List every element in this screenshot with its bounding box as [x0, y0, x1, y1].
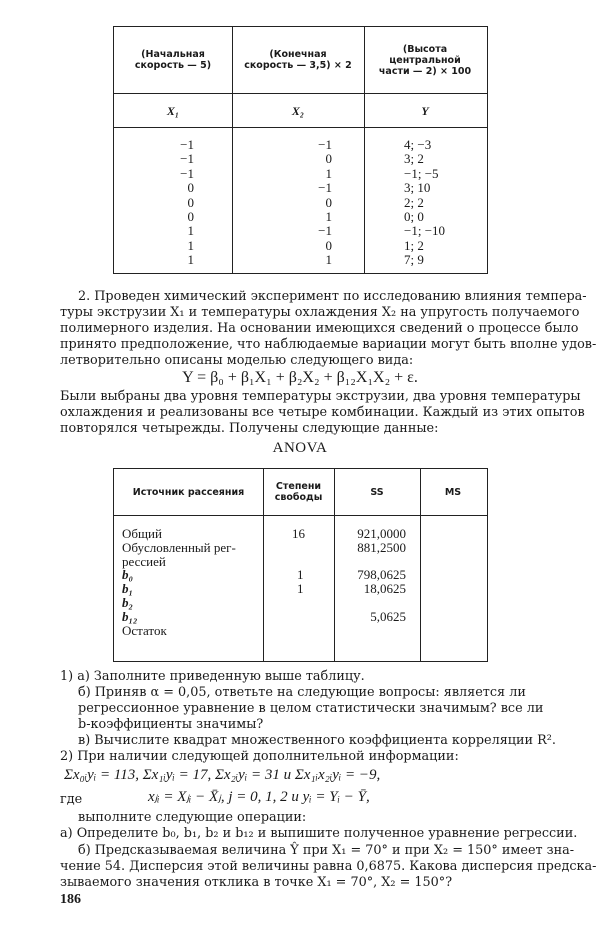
question-1b-line-2: регрессионное уравнение в целом статистически значимым? все ли: [78, 701, 544, 716]
problem2-line-8: повторялся четырежды. Получены следующие данные:: [60, 421, 439, 436]
header-source: Источник рассеяния: [132, 486, 245, 498]
header-ms: MS: [444, 486, 462, 498]
question-2b-line-1: б) Предсказываемая величина Ŷ при X₁ = 70° и при X₂ = 150° имеет зна-: [78, 843, 575, 858]
problem2-line-2: туры экструзии X₁ и температуры охлаждения X₂ на упругость получаемого: [60, 305, 580, 320]
header-ss: SS: [370, 486, 384, 498]
question-1c: в) Вычислите квадрат множественного коэффициента корреляции R².: [78, 733, 556, 748]
row-source: Остаток: [122, 622, 167, 638]
problem2-line-6: Были выбраны два уровня температуры экструзии, два уровня температуры: [60, 389, 581, 404]
y-column: 4; −3 3; 2 −1; −5 3; 10 2; 2 0; 0 −1; −10 1; 2 7; 9: [404, 137, 446, 268]
question-1b-line-3: b-коэффициенты значимы?: [78, 717, 264, 732]
x2-column: −1 0 1 −1 0 1 −1 0 1: [318, 137, 332, 268]
problem2-line-7: охлаждения и реализованы все четыре комбинации. Каждый из этих опытов: [60, 405, 585, 420]
header-y: (Высота центральной части — 2) × 100: [378, 43, 472, 77]
question-2: 2) При наличии следующей дополнительной информации:: [60, 749, 459, 764]
problem2-line-3: полимерного изделия. На основании имеющихся сведений о процессе было: [60, 321, 579, 336]
problem2-line-1: 2. Проведен химический эксперимент по исследованию влияния темпера-: [78, 289, 587, 304]
row-ss: 881,2500: [357, 539, 406, 555]
row-ss: 921,0000: [357, 526, 406, 541]
row-ss: 798,0625: [357, 567, 406, 583]
row-source: b₁₂: [122, 608, 138, 624]
row-source: b₀: [122, 567, 134, 583]
question-1a: 1) а) Заполните приведенную выше таблицу.: [60, 669, 365, 684]
question-2a: а) Определите b₀, b₁, b₂ и b₁₂ и выпишите полученное уравнение регрессии.: [60, 826, 578, 841]
question-2b-line-2: чение 54. Дисперсия этой величины равна 0,6875. Какова дисперсия предска-: [60, 859, 597, 874]
header-x1: (Начальная скорость — 5): [134, 49, 212, 71]
symbol-x2: X₂: [291, 103, 305, 118]
header-x2: (Конечная скорость — 3,5) × 2: [244, 49, 352, 71]
symbol-x1: X₁: [166, 103, 180, 118]
anova-table: [113, 468, 488, 662]
problem2-line-4: принято предположение, что наблюдаемые вариации могут быть вполне удов-: [60, 337, 597, 352]
anova-title: ANOVA: [272, 440, 328, 456]
row-df: 1: [297, 567, 304, 583]
regression-model-formula: Y = β₀ + β₁X₁ + β₂X₂ + β₁₂X₁X₂ + ε.: [182, 369, 418, 386]
page-number: 186: [60, 892, 81, 907]
row-df: 16: [292, 526, 305, 541]
row-df: 1: [297, 581, 304, 597]
symbol-y: Y: [421, 103, 429, 118]
operations-intro: выполните следующие операции:: [78, 810, 307, 825]
row-source: b₂: [122, 595, 134, 610]
row-source: рессией: [122, 553, 166, 569]
experiment-data-table: [113, 26, 488, 274]
row-source: b₁: [122, 581, 134, 597]
where-label: где: [60, 792, 83, 807]
where-formula: xⱼᵢ = Xⱼᵢ − X̄ⱼ, j = 0, 1, 2 и yᵢ = Yᵢ − Ȳ,: [148, 789, 370, 805]
question-2b-line-3: зываемого значения отклика в точке X₁ = 70°, X₂ = 150°?: [60, 875, 453, 890]
row-ss: 5,0625: [370, 608, 406, 624]
problem2-line-5: летворительно описаны моделью следующего вида:: [60, 353, 414, 368]
question-1b-line-1: б) Приняв α = 0,05, ответьте на следующие вопросы: является ли: [78, 685, 526, 700]
x1-column: −1 −1 −1 0 0 0 1 1 1: [180, 137, 194, 268]
sums-formula: Σx₀ᵢyᵢ = 113, Σx₁ᵢyᵢ = 17, Σx₂ᵢyᵢ = 31 и Σx₁ᵢx₂ᵢyᵢ = −9,: [64, 767, 381, 783]
row-source: Обусловленный рег-: [122, 539, 236, 555]
row-source: Общий: [122, 526, 162, 541]
row-ss: 18,0625: [363, 581, 406, 597]
header-df: Степени свободы: [274, 481, 323, 503]
header-rule: [114, 515, 487, 516]
